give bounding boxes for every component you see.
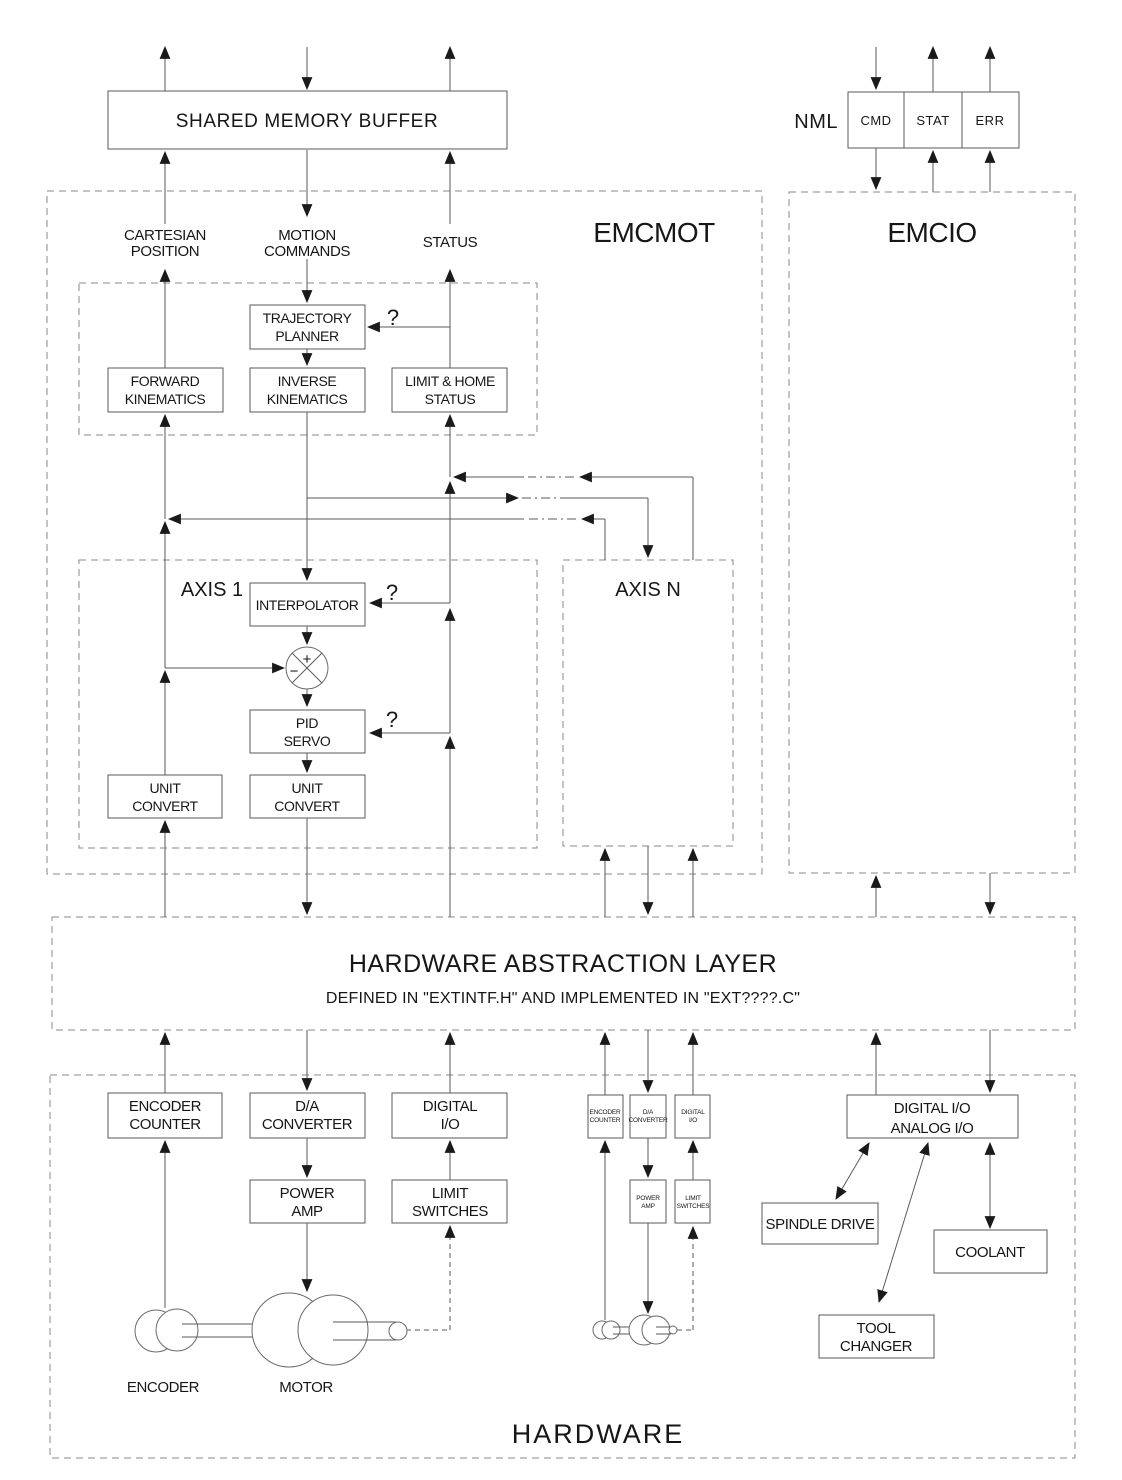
unit-convert-left-label-1: UNIT: [149, 780, 181, 796]
machine-labels: [127, 1379, 333, 1396]
status-label: STATUS: [422, 234, 478, 251]
emcio-hal-lines: [876, 873, 990, 1095]
encoder-counter-label-1: ENCODER: [128, 1098, 202, 1115]
unit-convert-left-label-2: CONVERT: [132, 798, 198, 814]
spindle-drive-box: [762, 1203, 878, 1244]
limit-switches-box-small: [675, 1180, 710, 1223]
da-converter-label-2: CONVERTER: [261, 1116, 353, 1133]
status-bus-line: [368, 270, 450, 917]
unit-convert-center-label-2: CONVERT: [274, 798, 340, 814]
inverse-kinematics-label-1: INVERSE: [277, 373, 337, 389]
encoder-counter-small-label-2: COUNTER: [589, 1117, 621, 1124]
minus-sign: −: [289, 663, 299, 680]
nml-err-cell: ERR: [975, 113, 1005, 128]
pid-servo-label-1: PID: [295, 715, 319, 731]
bus-labels: [124, 227, 478, 260]
limit-switches-label-2: SWITCHES: [412, 1203, 488, 1220]
pid-servo-label-2: SERVO: [283, 733, 331, 749]
digital-io-box-small: [675, 1095, 710, 1138]
interpolator-label: INTERPOLATOR: [255, 597, 359, 613]
tool-changer-label-1: TOOL: [856, 1320, 896, 1337]
motion-commands-label-2: COMMANDS: [264, 243, 350, 260]
inverse-kinematics-label-2: KINEMATICS: [266, 391, 348, 407]
power-amp-small-label-1: POWER: [636, 1195, 660, 1202]
power-amp-small-label-2: AMP: [641, 1203, 655, 1210]
coolant-box: [934, 1230, 1047, 1273]
question-mark-pid: ?: [385, 707, 399, 732]
pid-servo-box: [250, 710, 365, 753]
coolant-label: COOLANT: [955, 1244, 1025, 1261]
digital-io-label-1: DIGITAL: [422, 1098, 478, 1115]
nml-label: NML: [794, 111, 838, 133]
limit-switches-box: [392, 1180, 507, 1223]
power-amp-box: [250, 1180, 365, 1223]
axisn-bottom-lines: [605, 846, 693, 917]
digital-io-box: [392, 1093, 507, 1138]
tool-changer-box: [819, 1315, 934, 1358]
axis1-label: AXIS 1: [180, 579, 244, 601]
unit-convert-center-box: [250, 775, 365, 818]
limit-home-label-1: LIMIT & HOME: [405, 373, 495, 389]
limit-switches-label-1: LIMIT: [431, 1185, 469, 1202]
question-mark-interpolator: ?: [385, 580, 399, 605]
tool-changer-label-2: CHANGER: [839, 1338, 913, 1355]
hal-labels: [326, 950, 800, 1007]
axisn-label: AXIS N: [615, 579, 681, 601]
interpolator-box: [250, 583, 365, 626]
digital-io-label-2: I/O: [440, 1116, 460, 1133]
power-amp-box-small: [630, 1180, 666, 1223]
emcmot-section-box: [47, 191, 762, 874]
trajectory-planner-box: [250, 305, 365, 349]
da-converter-small-label-1: D/A: [642, 1109, 654, 1116]
limit-home-status-box: [392, 368, 507, 412]
encoder-counter-label-2: COUNTER: [129, 1116, 201, 1133]
axisn-group-box: [563, 560, 733, 846]
digital-analog-io-label-2: ANALOG I/O: [890, 1120, 974, 1137]
forward-kinematics-label-2: KINEMATICS: [124, 391, 206, 407]
da-converter-small-label-2: CONVERTER: [628, 1117, 668, 1124]
inverse-kinematics-box: [250, 368, 365, 412]
forward-kinematics-box: [108, 368, 223, 412]
motion-commands-label-1: MOTION: [278, 227, 336, 244]
encoder-counter-box: [108, 1093, 222, 1138]
section-labels: [512, 217, 977, 1449]
motor-drawing-label: MOTOR: [279, 1379, 333, 1396]
encoder-counter-box-small: [588, 1095, 623, 1138]
digital-analog-io-box: [847, 1095, 1018, 1138]
nml-cmd-cell: CMD: [860, 113, 892, 128]
encoder-drawing-label: ENCODER: [126, 1379, 200, 1396]
da-converter-label-1: D/A: [295, 1098, 319, 1115]
trajectory-planner-label-1: TRAJECTORY: [262, 310, 352, 326]
digital-io-small-label-1: DIGITAL: [681, 1109, 705, 1116]
encoder-motor-drawing-small: [593, 1315, 677, 1345]
emcio-section-label: EMCIO: [887, 217, 977, 248]
power-amp-label-1: POWER: [279, 1185, 335, 1202]
hal-title: HARDWARE ABSTRACTION LAYER: [348, 950, 778, 978]
digital-io-small-label-2: I/O: [688, 1117, 698, 1124]
spindle-drive-label: SPINDLE DRIVE: [765, 1216, 875, 1233]
forward-kinematics-label-1: FORWARD: [130, 373, 200, 389]
unit-convert-left-box: [108, 775, 222, 818]
da-converter-box-small: [629, 1095, 668, 1138]
encoder-counter-small-label-1: ENCODER: [589, 1109, 621, 1116]
emcio-section-box: [789, 192, 1075, 873]
cartesian-position-label-1: CARTESIAN: [124, 227, 206, 244]
emcmot-section-label: EMCMOT: [593, 217, 715, 248]
shared-memory-buffer-label: SHARED MEMORY BUFFER: [175, 111, 439, 132]
limit-switches-small-label-2: SWITCHES: [676, 1203, 710, 1210]
nml-buffer-box: [794, 92, 1019, 148]
encoder-motor-drawing: [135, 1293, 407, 1367]
da-converter-box: [250, 1093, 365, 1138]
axisn-routing-lines: [169, 477, 693, 560]
unit-convert-center-label-1: UNIT: [291, 780, 323, 796]
hal-subtitle: DEFINED IN "EXTINTF.H" AND IMPLEMENTED IN "EXT????.C": [325, 990, 801, 1007]
hardware-section-label: HARDWARE: [511, 1419, 685, 1449]
plus-sign: +: [302, 651, 312, 668]
limit-switches-small-label-1: LIMIT: [685, 1195, 701, 1202]
cartesian-position-label-2: POSITION: [130, 243, 200, 260]
nml-stat-cell: STAT: [916, 113, 950, 128]
question-mark-trajectory: ?: [386, 305, 400, 330]
power-amp-label-2: AMP: [291, 1203, 323, 1220]
trajectory-planner-label-2: PLANNER: [275, 328, 339, 344]
shared-memory-buffer-box: [108, 91, 507, 149]
limit-home-label-2: STATUS: [424, 391, 476, 407]
digital-analog-io-label-1: DIGITAL I/O: [893, 1100, 971, 1117]
